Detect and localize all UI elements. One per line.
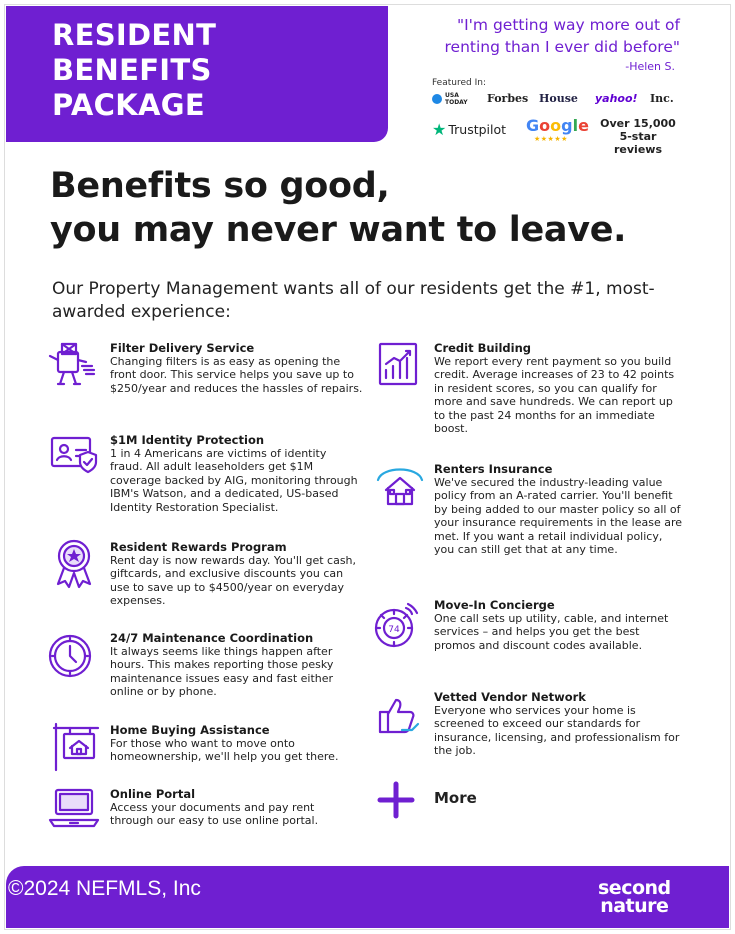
- banner-line: PACKAGE: [52, 88, 205, 122]
- house-logo: House: [539, 92, 578, 105]
- laptop-icon: [48, 782, 100, 834]
- dial-icon: [372, 598, 424, 650]
- benefit-description: Rent day is now rewards day. You'll get cash, giftcards, and exclusive discounts you can use to save up to $4500/year on everyday expenses.: [110, 554, 357, 608]
- clock-icon: [46, 630, 98, 682]
- usa-today-dot-icon: [432, 94, 442, 104]
- headline-line: you may never want to leave.: [50, 210, 627, 250]
- benefit-identity-protection: [110, 433, 360, 514]
- google-rating-stars: ★★★★★: [534, 135, 568, 143]
- benefit-resident-rewards: [110, 540, 360, 608]
- house-sign-icon: [50, 720, 102, 772]
- title-banner: [6, 6, 388, 142]
- benefit-online-portal: [110, 787, 350, 828]
- benefit-description: For those who want to move onto homeownership, we'll help you get there.: [110, 737, 339, 764]
- quote-author: -Helen S.: [625, 60, 675, 73]
- reviews-line: 5-star reviews: [614, 130, 662, 156]
- usa-today-logo: [432, 92, 467, 106]
- inc-logo: Inc.: [650, 92, 674, 105]
- quote-line: "I'm getting way more out of: [456, 16, 680, 34]
- benefit-vetted-vendors: [434, 690, 684, 758]
- benefit-title: $1M Identity Protection: [110, 433, 265, 447]
- benefit-description: We've secured the industry-leading value policy from an A-rated carrier. You'll benefit by being added to our master policy so all of your insurance requirements in the lease are met. If you want a retail individual policy, you can still get that at any time.: [434, 476, 683, 557]
- brand-line: second: [598, 877, 671, 899]
- benefit-description: Everyone who services your home is screened to exceed our standards for insurance, licensing, and professionalism for the job.: [434, 704, 680, 758]
- benefit-title: Home Buying Assistance: [110, 723, 270, 737]
- svg-text:74: 74: [388, 625, 400, 635]
- benefit-title: Vetted Vendor Network: [434, 690, 586, 704]
- benefit-title: Move-In Concierge: [434, 598, 555, 612]
- thumbs-up-icon: [372, 690, 424, 742]
- benefit-home-buying: [110, 723, 365, 764]
- benefit-move-in-concierge: [434, 598, 684, 652]
- benefit-title: Filter Delivery Service: [110, 341, 255, 355]
- headline: [50, 164, 710, 252]
- benefit-title: Online Portal: [110, 787, 196, 801]
- benefit-title: Renters Insurance: [434, 462, 553, 476]
- press-logos: [432, 92, 682, 108]
- trustpilot-text: Trustpilot: [448, 122, 507, 137]
- usa-today-text: USA TODAY: [445, 92, 468, 106]
- testimonial-quote: [430, 14, 680, 58]
- bar-chart-icon: [374, 340, 426, 392]
- benefit-credit-building: [434, 341, 684, 435]
- benefit-title: Credit Building: [434, 341, 532, 355]
- trustpilot-logo: [432, 120, 506, 139]
- banner-line: RESIDENT: [52, 18, 217, 52]
- benefit-title: Resident Rewards Program: [110, 540, 287, 554]
- banner-line: BENEFITS: [52, 53, 212, 87]
- reviews-line: Over 15,000: [600, 117, 676, 130]
- benefit-renters-insurance: [434, 462, 684, 556]
- benefit-description: It always seems like things happen after hours. This makes reporting those pesky maintenance issues easy and fast either online or by phone.: [110, 645, 334, 699]
- benefit-description: One call sets up utility, cable, and internet services – and helps you get the best promos and discount codes available.: [434, 612, 669, 652]
- award-ribbon-icon: [48, 538, 100, 590]
- benefit-description: Changing filters is as easy as opening the front door. This service helps you save up to $250/year and reduces the hassles of repairs.: [110, 355, 363, 395]
- benefit-description: 1 in 4 Americans are victims of identity fraud. All adult leaseholders get $1M coverage backed by AIG, monitoring through IBM's Watson, and a dedicated, US-based Identity Restoration Specialist.: [110, 447, 358, 514]
- reviews-count: [594, 117, 682, 156]
- quote-line: renting than I ever did before": [444, 38, 680, 56]
- plus-icon: [374, 778, 418, 822]
- forbes-logo: Forbes: [487, 92, 529, 105]
- intro-text: Our Property Management wants all of our residents get the #1, most-awarded experience:: [52, 279, 655, 322]
- copyright-text: ©2024 NEFMLS, Inc: [8, 877, 201, 900]
- benefit-maintenance: [110, 631, 360, 699]
- identity-card-icon: [48, 430, 100, 482]
- headline-line: Benefits so good,: [50, 166, 390, 206]
- brand-line: nature: [600, 895, 669, 917]
- benefit-description: We report every rent payment so you build credit. Average increases of 23 to 42 points in resident scores, so you can qualify for more and save hundreds. We can report up to the past 24 months for an immediate boost.: [434, 355, 675, 436]
- benefit-filter-delivery: [110, 341, 365, 395]
- yahoo-logo: yahoo!: [595, 92, 638, 105]
- trustpilot-star-icon: ★: [432, 120, 447, 139]
- filter-delivery-icon: [46, 340, 98, 392]
- house-umbrella-icon: [374, 460, 426, 512]
- google-logo: Google: [526, 116, 589, 135]
- benefit-title: 24/7 Maintenance Coordination: [110, 631, 314, 645]
- second-nature-logo: [598, 879, 671, 915]
- more-label: More: [434, 789, 477, 807]
- benefit-description: Access your documents and pay rent through our easy to use online portal.: [110, 801, 319, 828]
- featured-in-label: Featured In:: [432, 78, 486, 88]
